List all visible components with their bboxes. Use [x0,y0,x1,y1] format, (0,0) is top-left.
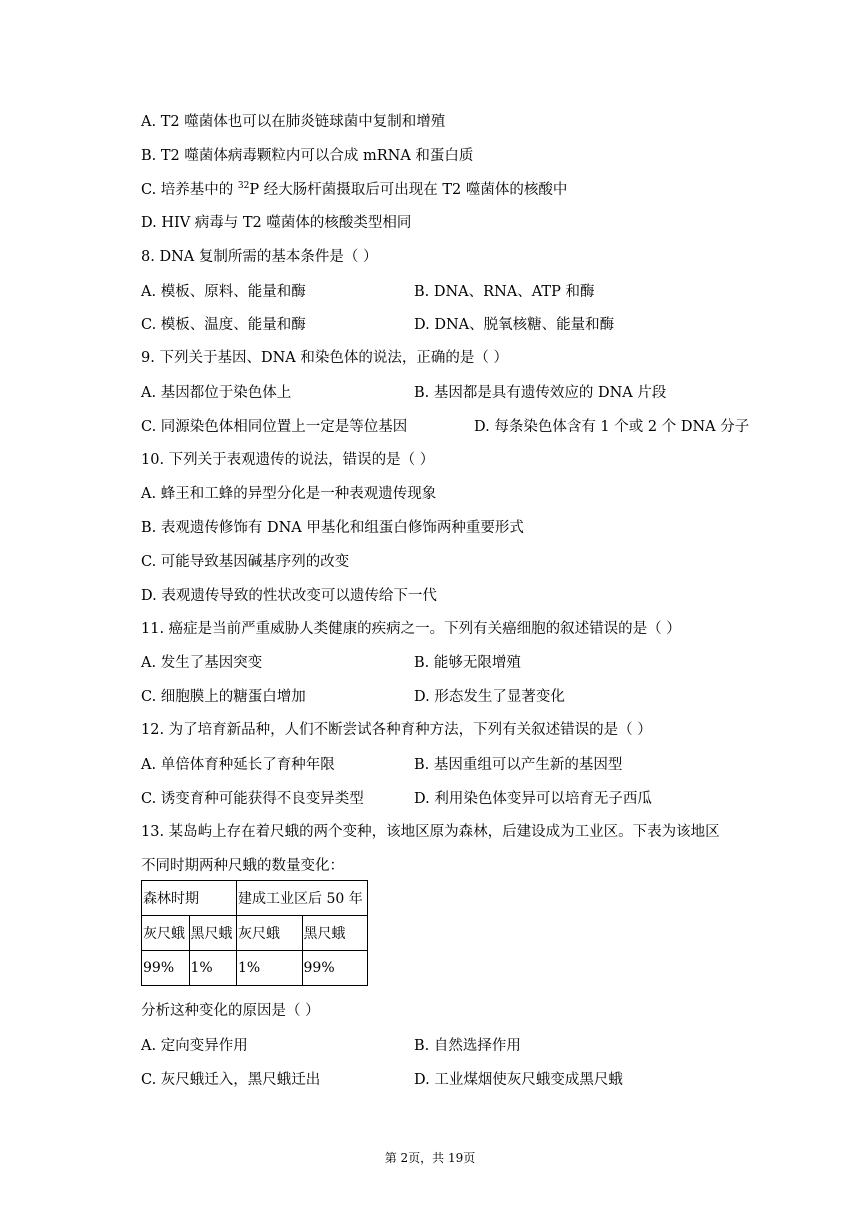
q8-option-b: B. DNA、RNA、ATP 和酶 [414,284,595,300]
moth-population-table [141,880,368,986]
q9-option-c: C. 同源染色体相同位置上一定是等位基因 [141,419,408,435]
q10-stem: 10. 下列关于表观遗传的说法，错误的是（ ） [141,452,435,468]
table-header-cell: 黑尺蛾 [302,916,368,951]
q13-option-b: B. 自然选择作用 [414,1038,521,1054]
q11-option-a: A. 发生了基因突变 [141,655,263,671]
q10-option-c: C. 可能导致基因碱基序列的改变 [141,554,350,570]
q13-option-c: C. 灰尺蛾迁入，黑尺蛾迁出 [141,1072,321,1088]
q13-option-a: A. 定向变异作用 [141,1038,248,1054]
table-header-cell: 灰尺蛾 [237,916,303,951]
table-value-cell: 99% [142,951,190,986]
q11-option-c: C. 细胞膜上的糖蛋白增加 [141,689,306,705]
q12-option-b: B. 基因重组可以产生新的基因型 [414,757,623,773]
q7-option-a: A. T2 噬菌体也可以在肺炎链球菌中复制和增殖 [141,114,446,130]
q9-option-b: B. 基因都是具有遗传效应的 DNA 片段 [414,385,667,401]
q8-option-c: C. 模板、温度、能量和酶 [141,317,306,333]
q7-option-d: D. HIV 病毒与 T2 噬菌体的核酸类型相同 [141,215,412,231]
table-row [142,951,368,986]
q9-stem: 9. 下列关于基因、DNA 和染色体的说法，正确的是（ ） [141,350,508,366]
q7-option-c [141,180,567,200]
q7-option-c-superscript: 32 [237,181,250,192]
q10-option-a: A. 蜂王和工蜂的异型分化是一种表观遗传现象 [141,486,437,502]
q8-stem: 8. DNA 复制所需的基本条件是（ ） [141,249,378,265]
q11-option-d: D. 形态发生了显著变化 [414,689,565,705]
q8-option-a: A. 模板、原料、能量和酶 [141,284,306,300]
table-cell-forest-period: 森林时期 [142,881,237,916]
table-value-cell: 1% [237,951,303,986]
q11-option-b: B. 能够无限增殖 [414,655,521,671]
q9-option-a: A. 基因都位于染色体上 [141,385,292,401]
table-cell-industrial-period: 建成工业区后 50 年 [237,881,368,916]
q7-option-b: B. T2 噬菌体病毒颗粒内可以合成 mRNA 和蛋白质 [141,148,474,164]
q7-option-c-pre: C. 培养基中的 [141,182,238,198]
page-number-footer: 第 2页，共 19页 [384,1151,476,1165]
q13-question: 分析这种变化的原因是（ ） [141,1003,320,1019]
q12-stem: 12. 为了培育新品种，人们不断尝试各种育种方法，下列有关叙述错误的是（ ） [141,722,652,738]
q12-option-d: D. 利用染色体变异可以培育无子西瓜 [414,791,652,807]
table-value-cell: 99% [302,951,368,986]
table-header-cell: 黑尺蛾 [189,916,237,951]
q8-option-d: D. DNA、脱氧核糖、能量和酶 [414,317,615,333]
q12-option-c: C. 诱变育种可能获得不良变异类型 [141,791,364,807]
q13-stem-line-2: 不同时期两种尺蛾的数量变化： [141,858,344,874]
table-row [142,916,368,951]
q7-option-c-post: P 经大肠杆菌摄取后可出现在 T2 噬菌体的核酸中 [249,182,568,198]
q13-option-d: D. 工业煤烟使灰尺蛾变成黑尺蛾 [414,1072,623,1088]
table-row [142,881,368,916]
q10-option-b: B. 表观遗传修饰有 DNA 甲基化和组蛋白修饰两种重要形式 [141,520,524,536]
table-header-cell: 灰尺蛾 [142,916,190,951]
q10-option-d: D. 表观遗传导致的性状改变可以遗传给下一代 [141,588,437,604]
table-value-cell: 1% [189,951,237,986]
q12-option-a: A. 单倍体育种延长了育种年限 [141,757,335,773]
q11-stem: 11. 癌症是当前严重威胁人类健康的疾病之一。下列有关癌细胞的叙述错误的是（ ） [141,621,681,637]
q13-stem-line-1: 13. 某岛屿上存在着尺蛾的两个变种，该地区原为森林，后建设成为工业区。下表为该地区 [141,824,720,840]
q9-option-d: D. 每条染色体含有 1 个或 2 个 DNA 分子 [474,419,750,435]
